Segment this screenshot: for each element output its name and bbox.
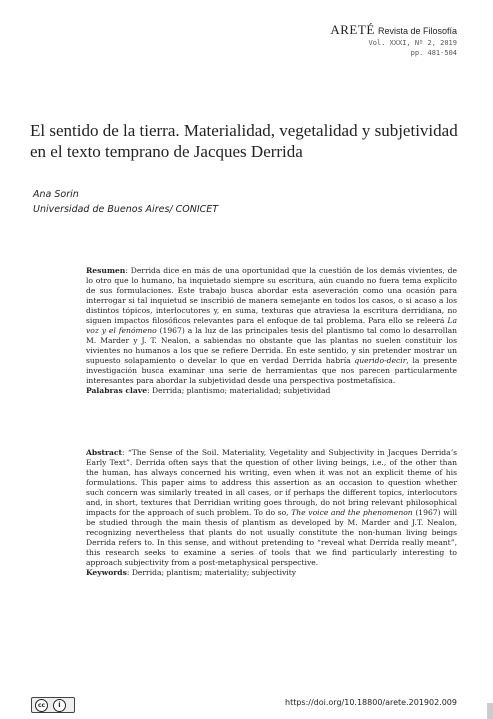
page-footer [0,695,493,719]
abstract-spanish [86,266,457,396]
abstract-spanish-label: Resumen [86,266,126,275]
abstract-spanish-emph-1: La voz y el fenómeno [86,316,457,335]
journal-name: ARETÉ [330,22,375,37]
journal-header [330,24,457,58]
author-affiliation: Universidad de Buenos Aires/ CONICET [33,204,219,215]
abstract-spanish-text-2: (1967) a la luz de las principales tesis del plantismo tal como lo desarrollan M. Marder y J. T. Nealon, a sabiendas no obstante que las plantas no suelen constituir los vivientes no humanos a los que se refiere Derrida. En este sentido, y sin pretender mostrar un supuesto solapamiento o develar lo que en verdad Derrida habría [86,326,457,365]
journal-name-line [330,24,457,38]
abstract-spanish-text-3: , la presente investigación busca examinar una serie de herramientas que nos parecen particularmente interesantes para abordar la subjetividad desde una perspectiva postmetafísica. [86,356,457,385]
author-block [33,187,218,217]
journal-subtitle: Revista de Filosofía [377,26,457,36]
cc-icon: cc [35,699,48,712]
journal-pages: pp. 481-504 [410,49,457,57]
abstract-english-text-1: : “The Sense of the Soil. Materiality, Vegetality and Subjectivity in Jacques Derrida’s Early Text”. Derrida often says that the question of other living beings, i.e., of the other than the human, has always concerned his writing, even when it was not an explicit theme of his formulations. This paper aims to address this assertion as an occasion to question whether such concern was similarly treated in all cases, or if perhaps the different topics, interlocutors and, in short, textures that Derridian writing goes through, do not bring relevant philosophical impacts for the approach of such problem. To do so, [86,448,457,517]
doi-link[interactable]: https://doi.org/10.18800/arete.201902.009 [285,698,457,707]
abstract-english [86,448,457,578]
attribution-icon: i [53,699,66,712]
keywords-spanish-list: : Derrida; plantismo; materialidad; subjetividad [147,386,331,395]
cc-license-badge[interactable] [31,697,75,713]
keywords-spanish [86,386,457,396]
keywords-english-list: : Derrida; plantism; materiality; subjectivity [126,568,297,577]
abstract-english-label: Abstract [86,448,123,457]
article-title: El sentido de la tierra. Materialidad, vegetalidad y subjetividad en el texto temprano de Jacques Derrida [30,121,458,161]
keywords-english-label: Keywords [86,568,127,577]
journal-volume: Vol. XXXI, Nº 2, 2019 [368,39,457,47]
abstract-spanish-text-1: : Derrida dice en más de una oportunidad que la cuestión de los demás vivientes, de lo otro que lo humano, ha inquietado siempre su escritura, aún cuando no fuera tema explícito de sus formulaciones. Este trabajo busca abordar esta aseveración como una ocasión para interrogar si tal inquietud se inscribió de manera semejante en todos los casos, o si acaso a los distintos tópicos, interlocutores y, en suma, texturas que atraviesa la escritura derridiana, no siguen impactos filosóficos relevantes para el enfoque de tal problema. Para ello se releerá [86,266,457,325]
keywords-spanish-label: Palabras clave [86,386,148,395]
abstract-english-text-2: (1967) will be studied through the main thesis of plantism as developed by M. Marder and J.T. Nealon, recognizing nevertheless that plants do not usually constitute the non-human living beings Derrida refers to. In this sense, and without pretending to “reveal what Derrida really meant”, this research seeks to examine a series of tools that we find particularly interesting to approach subjectivity from a post-metaphysical perspective. [86,508,457,567]
abstract-english-emph-1: The voice and the phenomenon [291,508,413,517]
abstract-spanish-emph-2: querido-decir [354,356,407,365]
corner-mark [487,703,493,719]
keywords-english [86,568,457,578]
abstract-spanish-body [86,266,457,386]
abstract-english-body [86,448,457,568]
author-name: Ana Sorin [33,189,79,200]
